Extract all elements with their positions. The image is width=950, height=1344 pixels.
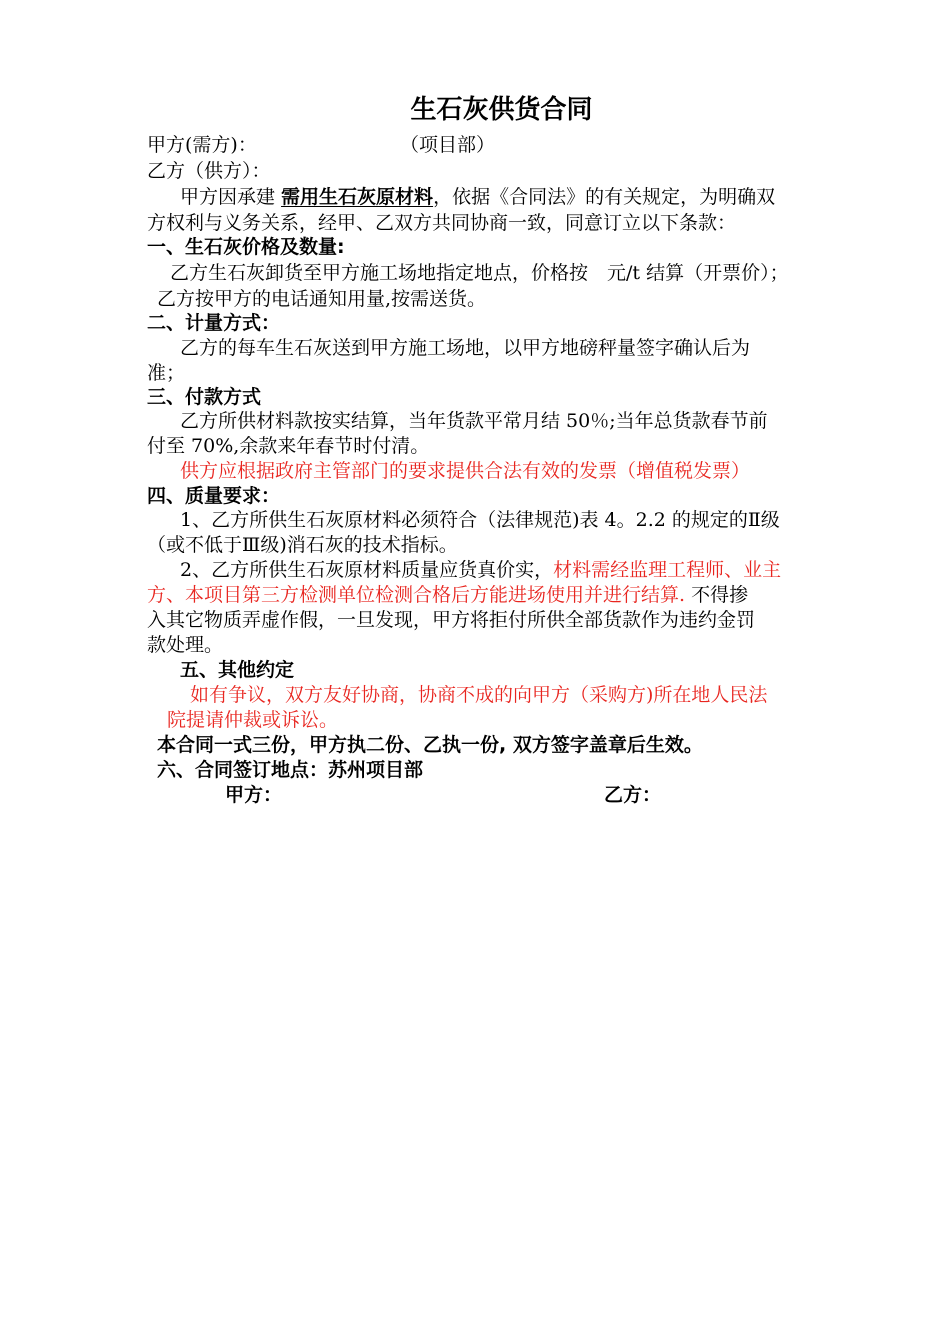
signature-party-b: 乙方： xyxy=(604,784,662,806)
section-2-heading: 二、计量方式： xyxy=(147,312,281,334)
section-5-line-2: 院提请仲裁或诉讼。 xyxy=(167,709,339,731)
section-1-line-2: 乙方按甲方的电话通知用量,按需送货。 xyxy=(157,288,487,310)
intro-line-1 xyxy=(180,184,775,210)
section-4-item-2-line-1 xyxy=(180,557,781,583)
section-4-item-2-line-2 xyxy=(147,582,748,608)
signature-party-a: 甲方： xyxy=(225,784,283,806)
copies-clause: 本合同一式三份，甲方执二份、乙执一份, 双方签字盖章后生效。 xyxy=(157,734,703,756)
intro-post: ，依据《合同法》的有关规定，为明确双 xyxy=(433,186,776,208)
section-3-line-2: 付至 70%,余款来年春节时付清。 xyxy=(147,435,430,457)
section-2-line-1: 乙方的每车生石灰送到甲方施工场地，以甲方地磅秤量签字确认后为 xyxy=(180,337,751,359)
item-2-red-text: 材料需经监理工程师、业主 xyxy=(553,559,782,581)
section-4-item-2-line-4: 款处理。 xyxy=(147,634,224,656)
section-4-item-1-line-2: （或不低于Ⅲ级)消石灰的技术指标。 xyxy=(147,534,458,556)
section-3-line-1: 乙方所供材料款按实结算，当年货款平常月结 50％;当年总货款春节前 xyxy=(180,410,768,432)
section-5-line-1: 如有争议，双方友好协商，协商不成的向甲方（采购方)所在地人民法 xyxy=(190,684,768,706)
section-3-heading: 三、付款方式 xyxy=(147,386,262,408)
intro-line-2: 方权利与义务关系，经甲、乙双方共同协商一致，同意订立以下条款： xyxy=(147,212,737,234)
section-4-item-2-line-3: 入其它物质弄虚作假，一旦发现，甲方将拒付所供全部货款作为违约金罚 xyxy=(147,609,756,631)
item-2-black-text-2: 不得掺 xyxy=(685,584,749,606)
section-5-heading: 五、其他约定 xyxy=(180,659,295,681)
section-4-heading: 四、质量要求： xyxy=(147,485,281,507)
section-2-line-2: 准； xyxy=(147,362,186,384)
section-6-signing-place: 六、合同签订地点：苏州项目部 xyxy=(157,759,424,781)
party-a-label: 甲方(需方)： xyxy=(147,134,257,156)
party-b-label: 乙方（供方）： xyxy=(147,160,271,182)
section-1-line-1: 乙方生石灰卸货至甲方施工场地指定地点，价格按 元/t 结算（开票价）； xyxy=(170,262,789,284)
item-2-black-text: 2、乙方所供生石灰原材料质量应货真价实， xyxy=(180,559,554,581)
party-a-dept: （项目部） xyxy=(400,134,496,156)
section-3-invoice-note: 供方应根据政府主管部门的要求提供合法有效的发票（增值税发票） xyxy=(180,460,751,482)
intro-material: 需用生石灰原材料 xyxy=(281,186,434,208)
section-1-heading: 一、生石灰价格及数量: xyxy=(147,236,345,258)
intro-pre: 甲方因承建 xyxy=(180,186,282,208)
document-title: 生石灰供货合同 xyxy=(410,95,593,125)
section-4-item-1-line-1: 1、乙方所供生石灰原材料必须符合（法律规范)表 4。2.2 的规定的Ⅱ级 xyxy=(180,509,780,531)
item-2-red-text-2: 方、本项目第三方检测单位检测合格后方能进场使用并进行结算. xyxy=(147,584,686,606)
